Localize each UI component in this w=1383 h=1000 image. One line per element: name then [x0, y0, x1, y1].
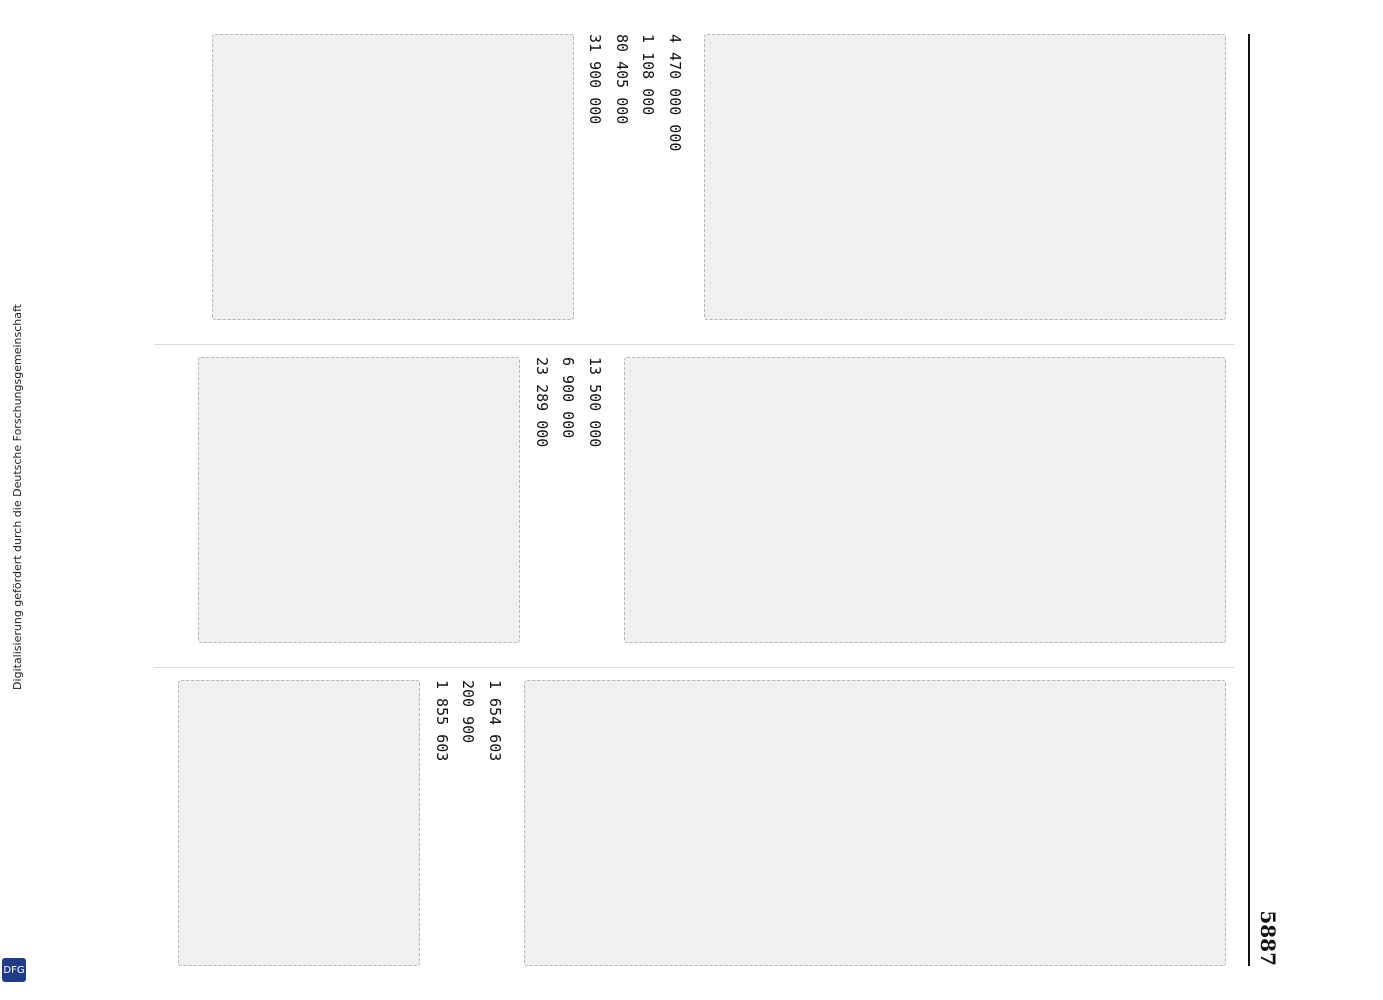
scan-area	[60, 0, 1300, 1000]
page-number: 5887	[1256, 910, 1280, 966]
column-2-numbers	[529, 357, 609, 643]
column-1	[154, 34, 1234, 320]
dfg-logo-icon	[2, 958, 26, 982]
number-value: 31 900 000	[586, 34, 605, 125]
number-value: 13 500 000	[586, 357, 604, 448]
column-3-numbers	[429, 680, 509, 966]
illegible-text-block-3	[624, 357, 1226, 643]
column-2	[154, 344, 1234, 643]
number-value: 1 108 000	[639, 34, 658, 116]
number-value: 80 405 000	[613, 34, 631, 125]
number-value: 4 470 000 000	[666, 34, 684, 152]
illegible-text-block-6	[179, 680, 421, 966]
number-value: 1 654 603	[486, 680, 504, 762]
illegible-text-block-1	[704, 34, 1226, 320]
column-3	[154, 667, 1234, 966]
number-value: 23 289 000	[533, 357, 551, 448]
header-rule	[1248, 34, 1250, 966]
text-columns	[154, 34, 1234, 966]
number-value: 200 900	[459, 680, 478, 744]
dfg-logo-text: DFG	[3, 964, 25, 976]
number-value: 1 855 603	[433, 680, 451, 762]
page-header	[1256, 34, 1280, 966]
column-1-numbers	[582, 34, 688, 320]
side-note-text: Digitalisierung gefördert durch die Deutsche Forschungsgemeinschaft	[10, 304, 24, 690]
document-page	[60, 10, 1300, 990]
number-value: 6 900 000	[559, 357, 578, 439]
illegible-text-block-2	[212, 34, 574, 320]
illegible-text-block-5	[524, 680, 1226, 966]
illegible-text-block-4	[199, 357, 521, 643]
digitization-side-note	[6, 12, 28, 982]
